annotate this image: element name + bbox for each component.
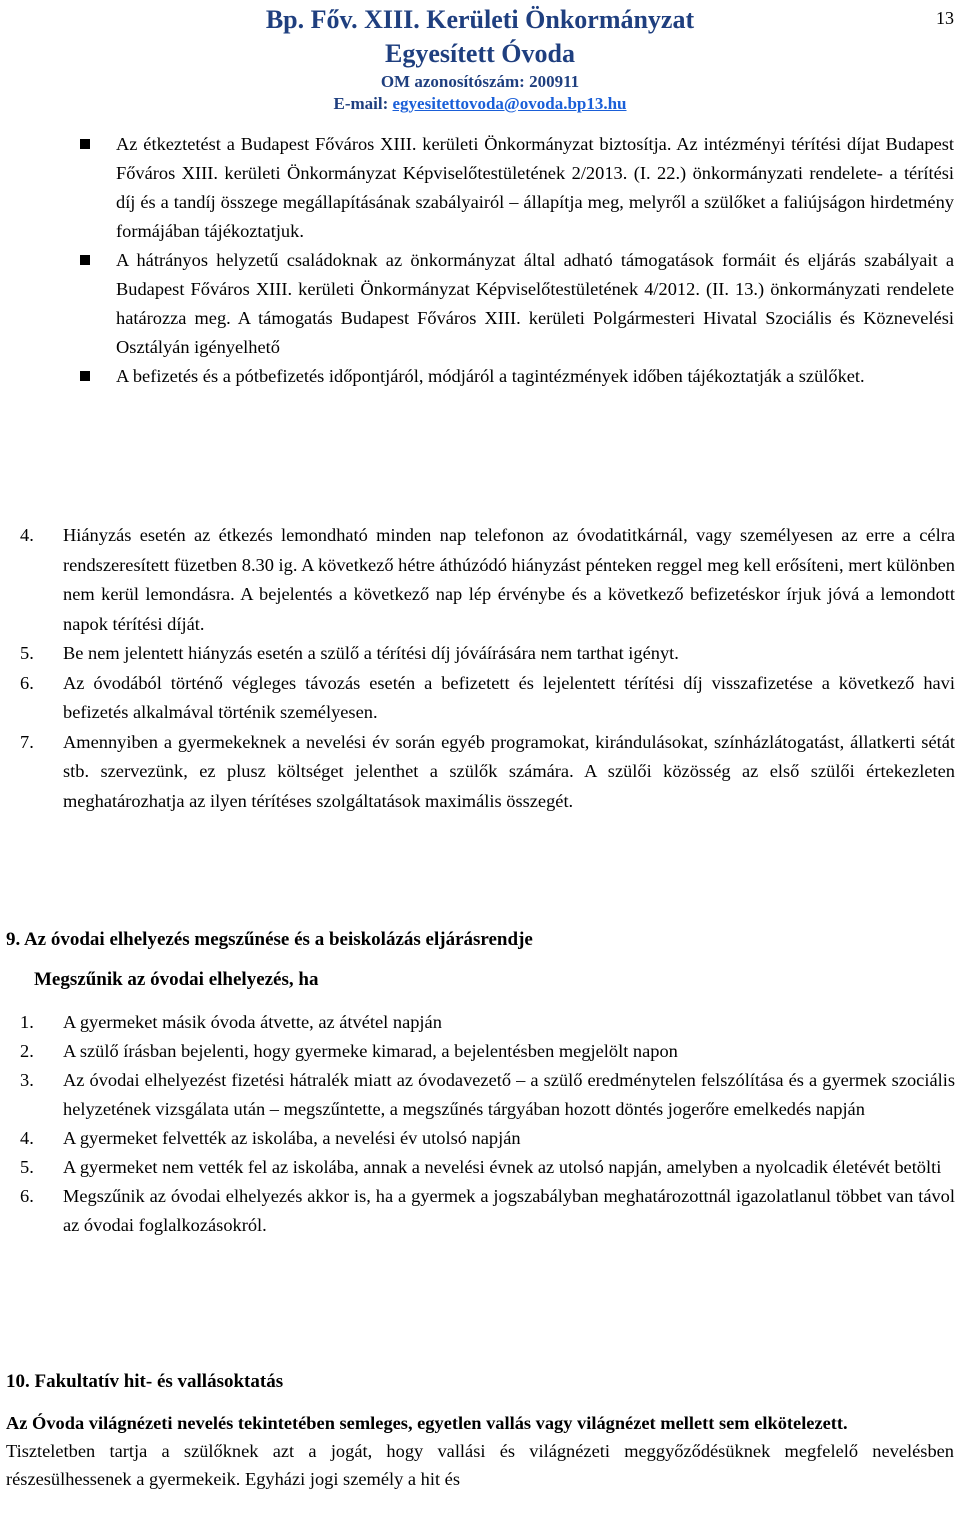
section-10-heading: 10. Fakultatív hit- és vallásoktatás (6, 1371, 284, 1392)
list-item (0, 728, 955, 817)
list-text: Hiányzás esetén az étkezés lemondható minden nap telefonon az óvodatitkárnál, vagy személyesen az erre a célra rendszeresített füzetben 8.30 ig. A következő hétre áthúzódó hiányzást pénteken reggel meg kell erősíteni, mert különben nem kerül lemondásra. A bejelentés a következő nap lép érvénybe és a következő befizetéskor írjuk jóvá a lemondott napok térítési díját. (63, 525, 955, 634)
list-text: Megszűnik az óvodai elhelyezés akkor is, ha a gyermek a jogszabályban meghatározottnál igazolatlanul többet van távol az óvodai foglalkozásokról. (63, 1186, 955, 1235)
section-10-bold-paragraph: Az Óvoda világnézeti nevelés tekintetében semleges, egyetlen vallás vagy világnézet mellett sem elkötelezett. (6, 1413, 848, 1433)
bullet-item (0, 246, 954, 362)
list-item (0, 1037, 955, 1066)
list-number: 4. (20, 525, 34, 545)
letterhead-line1: Bp. Főv. XIII. Kerületi Önkormányzat (265, 5, 695, 34)
list-item (0, 1182, 955, 1240)
letterhead (180, 3, 780, 115)
list-number: 3. (20, 1070, 34, 1090)
list-item (0, 1008, 955, 1037)
list-text: Be nem jelentett hiányzás esetén a szülő a térítési díj jóváírására nem tarthat igényt. (63, 643, 679, 663)
bullet-list (0, 130, 960, 391)
list-text: Amennyiben a gyermekeknek a nevelési év során egyéb programokat, kirándulásokat, színházlátogatást, állatkerti sétát stb. szervezünk, ez plusz költséget jelenthet a szülők számára. A szülői közösség az első szülői értekezleten meghatározhatja az ilyen térítéses szolgáltatások maximális összegét. (63, 731, 955, 811)
list-item (0, 1153, 955, 1182)
list-text: A szülő írásban bejelenti, hogy gyermeke kimarad, a bejelentésben megjelölt napon (63, 1041, 678, 1061)
list-text: Az óvodai elhelyezést fizetési hátralék miatt az óvodavezető – a szülő eredménytelen felszólítása és a gyermek szociális helyzetének vizsgálata után – megszűntette, a megszűnés tárgyában hozott döntés jogerőre emelkedés napján (63, 1070, 955, 1119)
list-number: 4. (20, 1128, 34, 1148)
bullet-text: A befizetés és a pótbefizetés időpontjáról, módjáról a tagintézmények időben tájékoztatják a szülőket. (116, 366, 865, 386)
list-number: 5. (20, 643, 34, 663)
page-number: 13 (936, 8, 954, 28)
list-text: A gyermeket felvették az iskolába, a nevelési év utolsó napján (63, 1128, 521, 1148)
email-label: E-mail: (333, 94, 393, 113)
list-number: 5. (20, 1157, 34, 1177)
section-10-paragraph: Tiszteletben tartja a szülőknek azt a jogát, hogy vallási és világnézeti meggyőződésüknek megfelelő nevelésben részesülhessenek a gyermekeik. Egyházi jogi személy a hit és (6, 1441, 954, 1489)
bullet-text: Az étkeztetést a Budapest Főváros XIII. kerületi Önkormányzat biztosítja. Az intézményi térítési díjat Budapest Főváros XIII. kerületi Önkormányzat Képviselőtestületének 2/2013. (I. 22.) önkormányzati rendelete- a térítési díj és a tandíj összege megállapításának szabályairól – állapítja meg, melyről a szülőket a faliújságon hirdetmény formájában tájékoztatjuk. (116, 134, 954, 241)
list-number: 6. (20, 1186, 34, 1206)
letterhead-om: OM azonosítószám: 200911 (380, 72, 580, 91)
list-text: Az óvodából történő végleges távozás esetén a befizetett és lejelentett térítési díj visszafizetése a következő havi befizetés alkalmával történik személyesen. (63, 672, 955, 722)
list-number: 2. (20, 1041, 34, 1061)
list-text: A gyermeket nem vették fel az iskolába, annak a nevelési évnek az utolsó napján, amelyben a nyolcadik életévét betölti (63, 1157, 942, 1177)
bullet-item (0, 362, 954, 391)
bullet-text: A hátrányos helyzetű családoknak az önkormányzat által adható támogatások formáit és eljárás szabályait a Budapest Főváros XIII. kerületi Önkormányzat Képviselőtestületének 4/2012. (II. 13.) önkormányzati rendelete határozza meg. A támogatás Budapest Főváros XIII. kerületi Polgármesteri Hivatal Szociális és Köznevelési Osztályán igényelhető (116, 250, 954, 357)
square-bullet-icon (80, 371, 90, 381)
numbered-list-a (0, 521, 960, 816)
email-link[interactable]: egyesitettovoda@ovoda.bp13.hu (392, 94, 627, 113)
letterhead-email-line (180, 93, 780, 115)
list-item (0, 1066, 955, 1124)
list-number: 1. (20, 1012, 34, 1032)
section-9-heading: 9. Az óvodai elhelyezés megszűnése és a beiskolázás eljárásrendje (6, 929, 533, 950)
numbered-list-section-9 (0, 1008, 960, 1240)
square-bullet-icon (80, 139, 90, 149)
list-item (0, 639, 955, 669)
list-item (0, 669, 955, 728)
section-9-subheading: Megszűnik az óvodai elhelyezés, ha (34, 969, 319, 990)
list-item (0, 1124, 955, 1153)
list-number: 7. (20, 731, 34, 752)
list-item (0, 521, 955, 639)
list-number: 6. (20, 672, 34, 693)
bullet-item (0, 130, 954, 246)
letterhead-line2: Egyesített Óvoda (385, 39, 575, 68)
section-10-body (6, 1409, 954, 1493)
list-text: A gyermeket másik óvoda átvette, az átvétel napján (63, 1012, 442, 1032)
square-bullet-icon (80, 255, 90, 265)
